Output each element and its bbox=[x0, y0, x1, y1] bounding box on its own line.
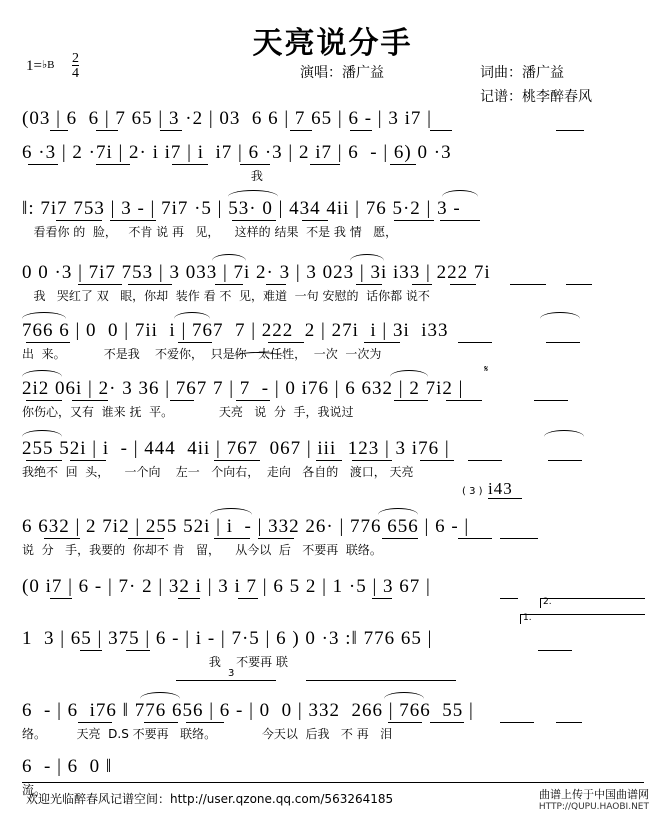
score-row-lyric: 说 分 手，我要的 你却不 肯 留， 从今以 后 不要再 联络。 bbox=[22, 543, 382, 557]
segno-mark: 𝄋 bbox=[484, 364, 489, 375]
score-row-notes: 6 632 | 2 7i2 | 255 52i | i - | 332 26· | 776 656 | 6 - | bbox=[22, 516, 470, 537]
score-row-notes: 766 6 | 0 0 | 7ii i | 767 7 | 222 2 | 27i i | 3i i33 bbox=[22, 320, 449, 341]
score-row-notes: (03 | 6 6 | 7 65 | 3 ·2 | 03 6 6 | 7 65 | 6 - | 3 i7 | bbox=[22, 108, 432, 129]
score-row-6 bbox=[22, 378, 644, 420]
footer-divider bbox=[22, 782, 644, 783]
score-row-notes: 6 - | 6 0 ‖ bbox=[22, 756, 113, 777]
score-row-7 bbox=[22, 438, 644, 480]
score-row-lyric: 我 不要再 联 bbox=[22, 655, 288, 669]
score-row-lyric: 你伤心，又有 谁来 抚 平。 天亮 说 分 手，我说过 bbox=[22, 405, 354, 419]
score-row-8 bbox=[22, 516, 644, 558]
score-row-notes: 255 52i | i - | 444 4ii | 767 067 | iii 123 | 3 i76 | bbox=[22, 438, 450, 459]
triplet-bracket-label: ( 3 ) bbox=[462, 486, 483, 497]
score-row-notes: (0 i7 | 6 - | 7· 2 | 32 i | 3 i 7 | 6 5 2 | 1 ·5 | 3 67 | bbox=[22, 576, 431, 597]
score-row-notes: 1 3 | 65 | 375 | 6 - | i - | 7·5 | 6 ) 0 ·3 :‖ 776 65 | bbox=[22, 628, 433, 649]
score-row-lyric: 我绝不 回 头， 一个向 左一 个向右， 走向 各自的 渡口， 天亮 bbox=[22, 465, 414, 479]
score-row-4 bbox=[22, 262, 644, 304]
key-label: 1= bbox=[26, 58, 42, 74]
credit-singer: 演唱：潘广益 bbox=[300, 65, 384, 81]
score-row-lyric: 络。 天亮 D.S 不要再 联络。 今天以 后我 不 再 泪 bbox=[22, 727, 393, 741]
score-row-notes: 6 - | 6 i76 ‖ 776 656 | 6 - | 0 0 | 332 266 | 766 55 | bbox=[22, 700, 474, 721]
key-signature bbox=[26, 58, 55, 75]
credit-notator: 记谱：桃李醉春风 bbox=[480, 89, 592, 105]
score-row-notes: 6 ·3 | 2 ·7i | 2· i i7 | i i7 | 6 ·3 | 2 i7 | 6 - | 6) 0 ·3 bbox=[22, 142, 452, 163]
score-row-notes: ‖: 7i7 753 | 3 - | 7i7 ·5 | 53· 0 | 434 4ii | 76 5·2 | 3 - bbox=[22, 198, 461, 219]
score-row-notes: 0 0 ·3 | 7i7 753 | 3 033 | 7i 2· 3 | 3 023 | 3i i33 | 222 7i bbox=[22, 262, 491, 283]
score-row-lyric: 我 bbox=[22, 169, 263, 183]
footer-site-url: HTTP://QUPU.HAOBI.NET bbox=[538, 802, 649, 812]
score-row-lyric: 看看你 的 脸， 不肯 说 再 见， 这样的 结果 不是 我 情 愿， bbox=[22, 225, 398, 239]
time-signature-denominator: 4 bbox=[72, 66, 79, 81]
time-signature-numerator: 2 bbox=[72, 51, 79, 66]
score-row-3 bbox=[22, 198, 644, 240]
score-row-10 bbox=[22, 628, 644, 670]
score-row-lyric: 流。 bbox=[22, 783, 47, 797]
triplet-notes: i43 bbox=[488, 479, 513, 498]
footer-note-left: 欢迎光临醉春风记谱空间：http://user.qzone.qq.com/563264185 bbox=[26, 792, 394, 806]
credit-writer: 词曲：潘广益 bbox=[480, 65, 564, 81]
time-signature bbox=[72, 52, 79, 80]
footer-note-right bbox=[539, 789, 649, 813]
score-row-notes: 2i2 06i | 2· 3 36 | 767 7 | 7 - | 0 i76 | 6 632 | 2 7i2 | bbox=[22, 378, 464, 399]
score-row-lyric: 我 哭红了 双 眼，你却 装作 看 不 见，难道 一句 安慰的 话你都 说不 bbox=[22, 289, 430, 303]
triplet-bracket-2: 3 bbox=[228, 668, 235, 679]
page-title: 天亮说分手 bbox=[252, 26, 413, 61]
footer-site-label: 曲谱上传于中国曲谱网 bbox=[539, 788, 649, 801]
score-row-11 bbox=[22, 700, 644, 742]
volta-2: 2. bbox=[540, 598, 645, 608]
score-row-lyric: 出 来。 不是我 不爱你， 只是你 太任性， 一次 一次为 bbox=[22, 347, 382, 361]
volta-1: 1. bbox=[520, 614, 645, 624]
score-row-5 bbox=[22, 320, 644, 362]
score-row-2 bbox=[22, 142, 644, 184]
key-value: ♭B bbox=[41, 59, 55, 71]
